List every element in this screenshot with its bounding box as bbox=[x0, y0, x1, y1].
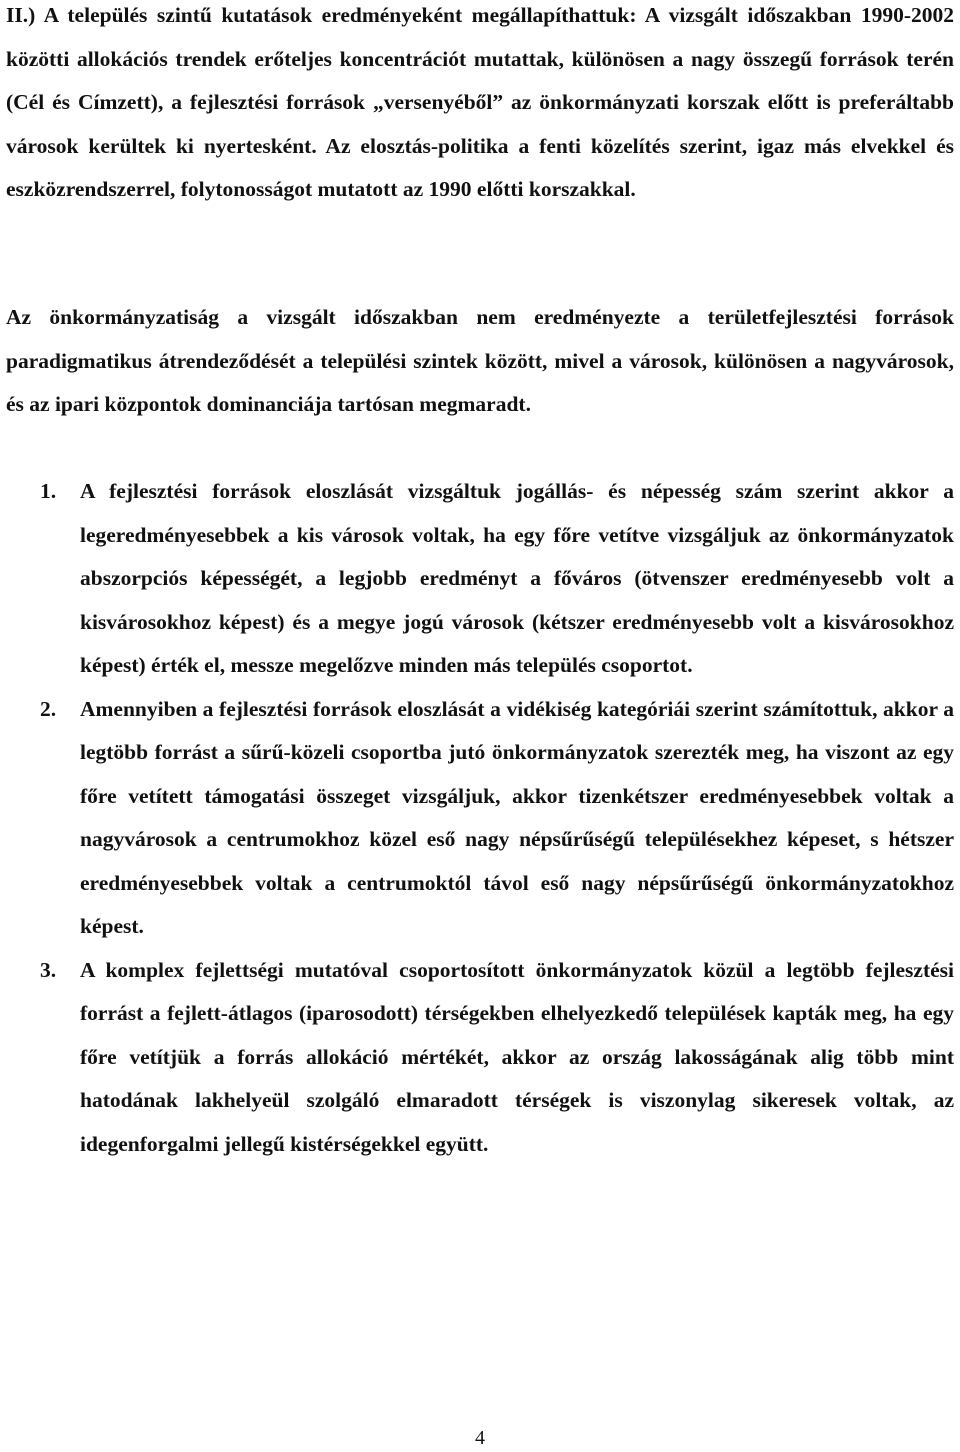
list-item-2 bbox=[0, 688, 960, 949]
paragraph-self-government: Az önkormányzatiság a vizsgált időszakban nem eredményezte a területfejlesztési források paradigmatikus átrendeződését a települési szintek között, mivel a városok, különösen a nagyvárosok, és az ipari központok dominanciája tartósan megmaradt. bbox=[6, 305, 954, 416]
list-number: 1. bbox=[40, 479, 57, 503]
list-item-text: Amennyiben a fejlesztési források eloszlását a vidékiség kategóriái szerint számítottuk, akkor a legtöbb forrást a sűrű-közeli csoportba jutó önkormányzatok szerezték meg, ha viszont az egy főre vetített támogatási összeget vizsgáljuk, akkor tizenkétszer eredményesebbek voltak a nagyvárosok a centrumokhoz közel eső nagy népsűrűségű településekhez képeset, s hétszer eredményesebbek voltak a centrumoktól távol eső nagy népsűrűségű önkormányzatokhoz képest. bbox=[80, 696, 954, 938]
list-item-text: A fejlesztési források eloszlását vizsgáltuk jogállás- és népesség szám szerint akkor a legeredményesebbek a kis városok voltak, ha egy főre vetítve vizsgáljuk az önkormányzatok abszorpciós képességét, a legjobb eredményt a főváros (ötvenszer eredményesebb volt a kisvárosokhoz képest) és a megye jogú városok (kétszer eredményesebb volt a kisvárosokhoz képest) érték el, messze megelőzve minden más település csoportot. bbox=[80, 479, 954, 677]
list-number: 2. bbox=[40, 696, 57, 721]
list-number: 3. bbox=[40, 957, 57, 982]
findings-list bbox=[0, 470, 960, 1166]
list-item-text: A komplex fejlettségi mutatóval csoportosított önkormányzatok közül a legtöbb fejlesztési forrást a fejlett-átlagos (iparosodott) térségekben elhelyezkedő települések kapták meg, ha egy főre vetítjük a forrás allokáció mértékét, akkor az ország lakosságának alig több mint hatodának lakhelyeül szolgáló elmaradott térségek is viszonylag sikeresek voltak, az idegenforgalmi jellegű kistérségekkel együtt. bbox=[80, 957, 954, 1156]
list-item-1 bbox=[0, 470, 960, 688]
paragraph-conclusion-intro: II.) A település szintű kutatások eredményeként megállapíthattuk: A vizsgált időszakban 1990-2002 közötti allokációs trendek erőteljes koncentrációt mutattak, különösen a nagy összegű források terén (Cél és Címzett), a fejlesztési források „versenyéből” az önkormányzati korszak előtt is preferáltabb városok kerültek ki nyertesként. Az elosztás-politika a fenti közelítés szerint, igaz más elvekkel és eszközrendszerrel, folytonosságot mutatott az 1990 előtti korszakkal. bbox=[6, 3, 954, 201]
page-number: 4 bbox=[475, 1427, 485, 1449]
list-item-3 bbox=[0, 949, 960, 1167]
